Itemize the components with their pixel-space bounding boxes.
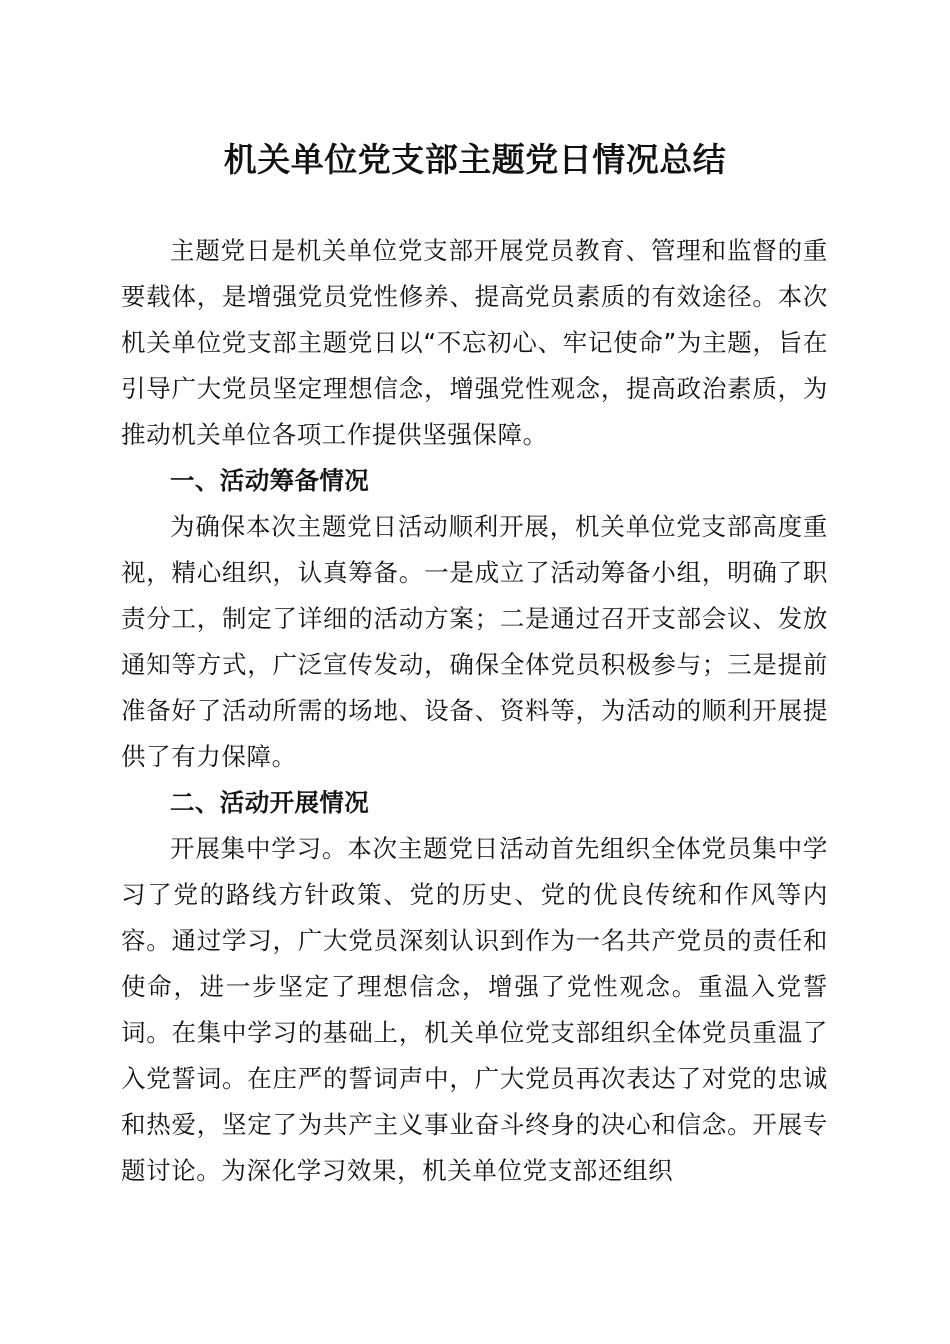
document-body — [121, 228, 828, 1194]
document-title: 机关单位党支部主题党日情况总结 — [223, 140, 727, 179]
activities-paragraph: 开展集中学习。本次主题党日活动首先组织全体党员集中学习了党的路线方针政策、党的历史、党的优良传统和作风等内容。通过学习，广大党员深刻认识到作为一名共产党员的责任和使命，进一步坚定了理想信念，增强了党性观念。重温入党誓词。在集中学习的基础上，机关单位党支部组织全体党员重温了入党誓词。在庄严的誓词声中，广大党员再次表达了对党的忠诚和热爱，坚定了为共产主义事业奋斗终身的决心和信念。开展专题讨论。为深化学习效果，机关单位党支部还组织 — [121, 834, 828, 1185]
preparation-paragraph: 为确保本次主题党日活动顺利开展，机关单位党支部高度重视，精心组织，认真筹备。一是成立了活动筹备小组，明确了职责分工，制定了详细的活动方案；二是通过召开支部会议、发放通知等方式，广泛宣传发动，确保全体党员积极参与；三是提前准备好了活动所需的场地、设备、资料等，为活动的顺利开展提供了有力保障。 — [121, 512, 828, 771]
intro-paragraph: 主题党日是机关单位党支部开展党员教育、管理和监督的重要载体，是增强党员党性修养、提高党员素质的有效途径。本次机关单位党支部主题党日以“不忘初心、牢记使命”为主题，旨在引导广大党员坚定理想信念，增强党性观念，提高政治素质，为推动机关单位各项工作提供坚强保障。 — [121, 236, 828, 449]
section-heading-activities: 二、活动开展情况 — [170, 788, 370, 817]
section-heading-preparation: 一、活动筹备情况 — [170, 466, 370, 495]
